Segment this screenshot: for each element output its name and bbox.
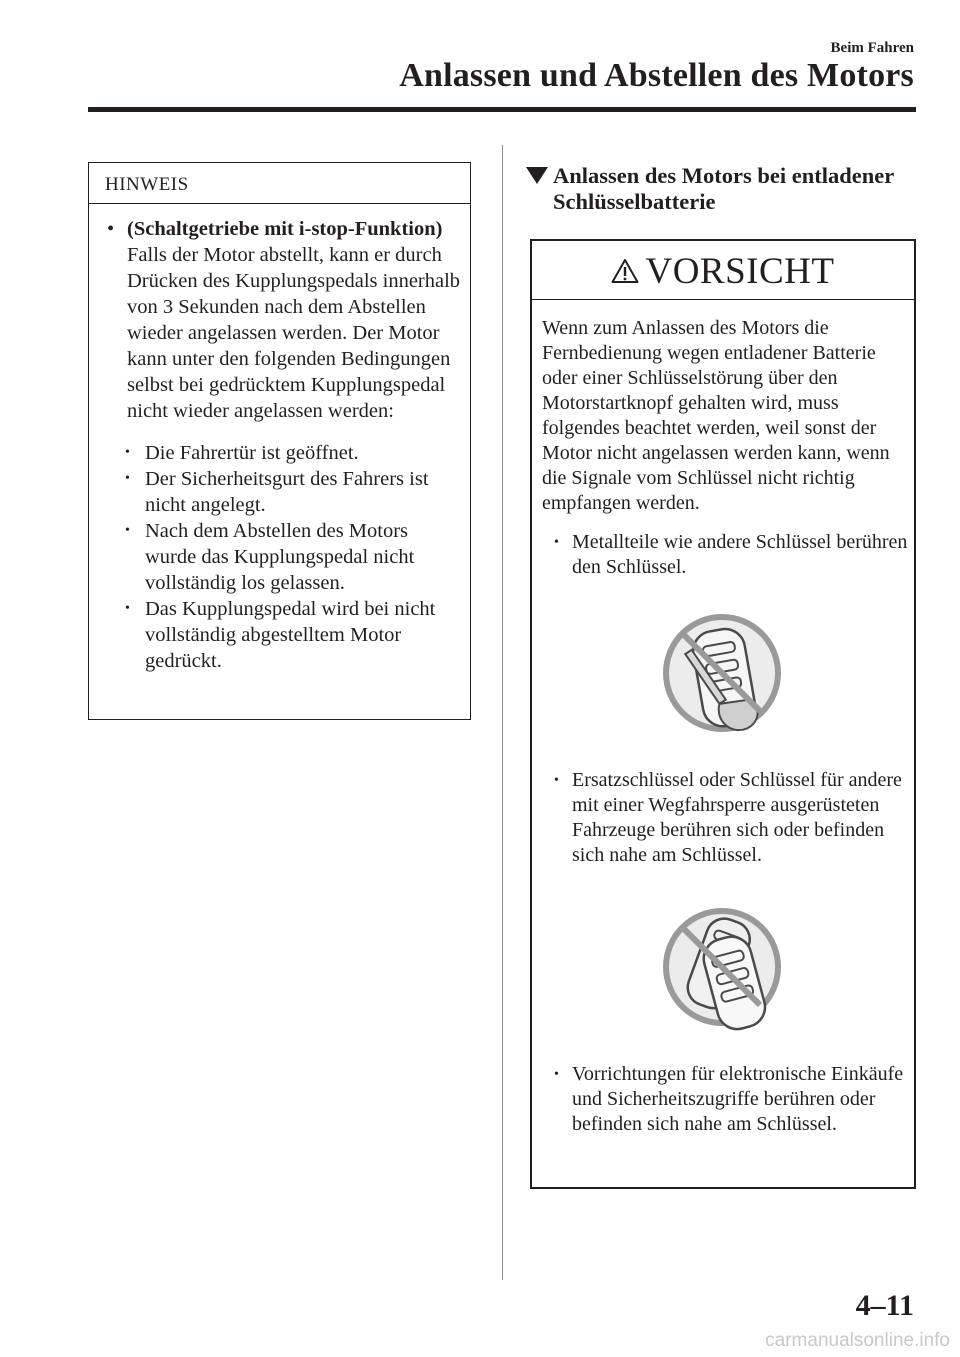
bullet: •: [554, 1067, 559, 1082]
caution-item-text: Ersatzschlüssel oder Schlüssel für andere mit einer Wegfahrsperre ausgerüsteten Fahrzeuge berühren sich oder befinden sich nahe am Schlüssel.: [572, 769, 902, 866]
two-keys-illustration: [660, 902, 790, 1042]
note-sub-item-text: Die Fahrertür ist geöffnet.: [145, 442, 359, 464]
note-sub-item-text: Nach dem Abstellen des Motors wurde das Kupplungspedal nicht vollständig los gelassen.: [145, 520, 415, 594]
note-sub-item: [105, 466, 462, 518]
note-sub-item-text: Der Sicherheitsgurt des Fahrers ist nicht angelegt.: [145, 468, 429, 516]
page-title: Anlassen und Abstellen des Motors: [399, 57, 914, 94]
column-divider: [502, 145, 503, 1280]
caution-header: [532, 241, 914, 300]
page-number: 4–11: [855, 1289, 914, 1322]
caution-item: [542, 1062, 908, 1137]
caution-list: [542, 530, 908, 580]
warning-icon: [611, 258, 639, 284]
caution-body: [532, 300, 914, 1137]
bullet: •: [107, 218, 115, 240]
note-item-text: Falls der Motor abstellt, kann er durch Drücken des Kupplungspedals innerhalb von 3 Sekunden nach dem Abstellen wieder angelassen werden. Der Motor kann unter den folgenden Bedingungen selbst bei gedrücktem Kupplungspedal nicht wieder angelassen werden:: [127, 244, 461, 422]
key-with-metal-illustration: [660, 608, 790, 748]
caution-list: [542, 768, 908, 868]
footer-logo[interactable]: carmanualsonline.info: [765, 1330, 950, 1351]
note-sub-list: [105, 440, 462, 674]
bullet: •: [125, 601, 130, 616]
caution-item-text: Vorrichtungen für elektronische Einkäufe und Sicherheitszugriffe berühren oder befinden sich nahe am Schlüssel.: [572, 1063, 904, 1135]
note-title: HINWEIS: [89, 163, 470, 204]
bullet: •: [125, 471, 130, 486]
note-sub-item: [105, 518, 462, 596]
caution-box: [530, 239, 916, 1189]
note-item: [105, 216, 462, 674]
note-sub-item-text: Das Kupplungspedal wird bei nicht vollständig abgestelltem Motor gedrückt.: [145, 598, 436, 672]
caution-item: [542, 530, 908, 580]
down-triangle-icon: [526, 167, 548, 184]
caution-item-text: Metallteile wie andere Schlüssel berühren den Schlüssel.: [572, 531, 908, 578]
header-section: Beim Fahren: [830, 40, 914, 56]
note-sub-item: [105, 440, 462, 466]
section-heading-text: Anlassen des Motors bei entladener Schlüsselbatterie: [553, 163, 894, 214]
note-body: [89, 204, 470, 674]
bullet: •: [554, 773, 559, 788]
note-item-title: (Schaltgetriebe mit i-stop-Funktion): [127, 218, 443, 240]
caution-title: VORSICHT: [645, 251, 835, 292]
caution-item: [542, 768, 908, 868]
bullet: •: [554, 535, 559, 550]
bullet: •: [125, 523, 130, 538]
bullet: •: [125, 445, 130, 460]
section-heading: [526, 163, 960, 215]
caution-list: [542, 1062, 908, 1137]
header-rule: [88, 107, 916, 112]
caution-intro: Wenn zum Anlassen des Motors die Fernbedienung wegen entladener Batterie oder einer Schlüsselstörung über den Motorstartknopf gehalten wird, muss folgendes beachtet werden, weil sonst der Motor nicht angelassen werden kann, wenn die Signale vom Schlüssel nicht richtig empfangen werden.: [542, 317, 890, 514]
note-sub-item: [105, 596, 462, 674]
note-box: [88, 162, 471, 720]
